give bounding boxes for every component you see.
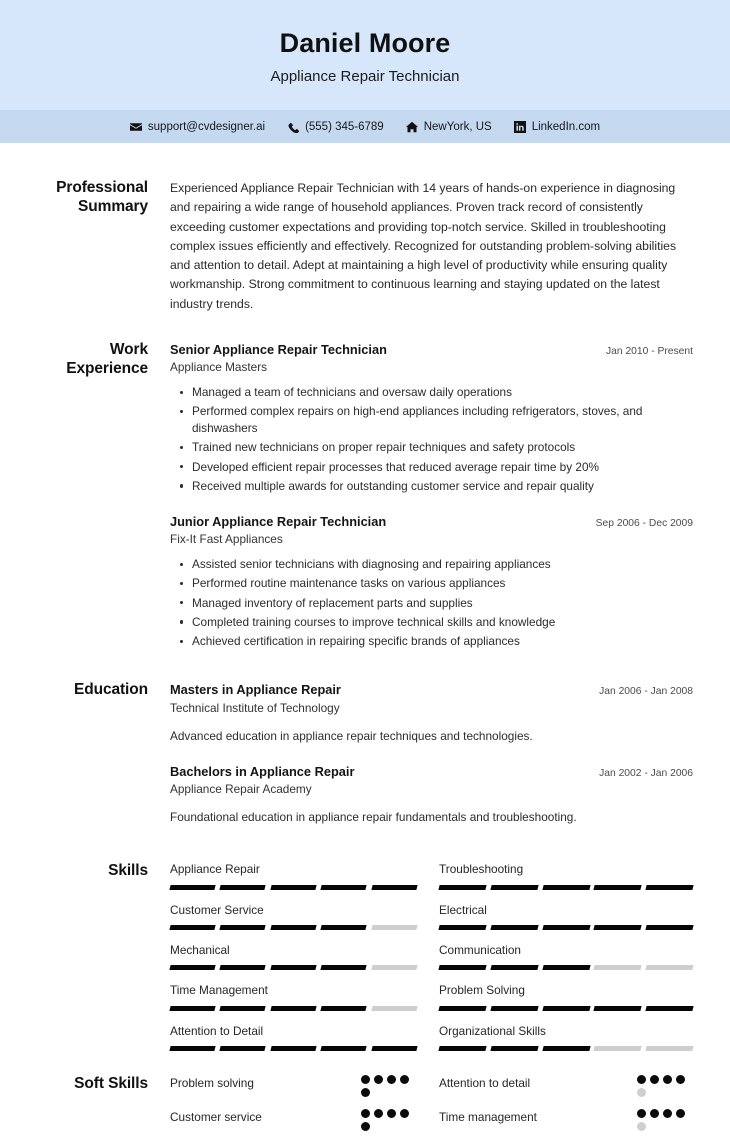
skill-segment <box>490 1046 538 1051</box>
skill-segment <box>220 885 267 890</box>
rating-dot <box>361 1088 370 1097</box>
soft-skill-rating-dots <box>637 1109 693 1131</box>
soft-skill-item <box>439 1109 693 1143</box>
education-date: Jan 2002 - Jan 2006 <box>599 767 693 779</box>
skill-segment <box>438 1006 486 1011</box>
experience-org: Appliance Masters <box>170 360 268 375</box>
skill-label: Communication <box>439 942 521 957</box>
list-item: Developed efficient repair processes that reduced average repair time by 20% <box>192 459 693 476</box>
skill-item <box>170 1024 417 1064</box>
experience-title: Senior Appliance Repair Technician <box>170 341 387 357</box>
skill-level-bar <box>439 1006 693 1011</box>
skill-label: Time Management <box>170 983 268 998</box>
experience-entry <box>170 341 693 495</box>
education-entry-head <box>170 681 693 698</box>
rating-dot <box>676 1075 685 1084</box>
section-work-experience <box>37 314 693 652</box>
list-item: Managed inventory of replacement parts and supplies <box>192 595 693 612</box>
education-degree: Bachelors in Appliance Repair <box>170 763 355 779</box>
section-label-experience: Work Experience <box>66 340 148 377</box>
resume-header <box>0 0 730 110</box>
skill-segment <box>220 965 267 970</box>
soft-skills-body <box>170 1075 693 1143</box>
list-item: Assisted senior technicians with diagnosing and repairing appliances <box>192 556 693 573</box>
skill-segment <box>371 1046 418 1051</box>
skill-segment <box>270 1006 317 1011</box>
section-skills <box>37 828 693 1064</box>
skill-segment <box>490 885 538 890</box>
skill-level-bar <box>170 1006 417 1011</box>
skill-label: Appliance Repair <box>170 862 260 877</box>
experience-bullets <box>170 556 693 650</box>
list-item: Performed routine maintenance tasks on various appliances <box>192 575 693 592</box>
education-institution: Technical Institute of Technology <box>170 700 340 715</box>
section-professional-summary <box>37 143 693 314</box>
linkedin-icon <box>514 121 526 133</box>
contact-linkedin[interactable] <box>514 121 600 133</box>
rating-dot <box>374 1075 383 1084</box>
section-education <box>37 652 693 828</box>
skill-segment <box>220 925 267 930</box>
skill-segment <box>371 925 418 930</box>
skill-label: Electrical <box>439 902 487 917</box>
soft-skill-item <box>439 1075 693 1109</box>
skill-segment <box>321 1006 368 1011</box>
section-label-skills: Skills <box>108 862 148 880</box>
rating-dot <box>637 1075 646 1084</box>
skill-segment <box>542 925 590 930</box>
skill-label: Customer Service <box>170 902 264 917</box>
list-item: Trained new technicians on proper repair techniques and safety protocols <box>192 439 693 456</box>
soft-skill-rating-dots <box>361 1075 417 1097</box>
skill-level-bar <box>439 1046 693 1051</box>
rating-dot <box>663 1075 672 1084</box>
summary-text: Experienced Appliance Repair Technician with 14 years of hands-on experience in diagnosing and repairing a wide range of household appliances. Proven track record of consistently exceeding customer expectations and providing top-notch service. Skilled in troubleshooting complex issues efficiently and effectively. Recognized for outstanding problem-solving abilities and attention to detail. Adept at maintaining a high level of productivity while ensuring quality workmanship. Strong commitment to continuous learning and staying updated on the latest industry trends. <box>170 181 677 311</box>
rating-dot <box>637 1122 646 1131</box>
rating-dot <box>400 1109 409 1118</box>
rating-dot <box>361 1122 370 1131</box>
skill-segment <box>371 885 418 890</box>
experience-body <box>170 341 693 652</box>
education-entry <box>170 681 693 744</box>
phone-icon <box>287 121 299 133</box>
skill-segment <box>169 1006 216 1011</box>
skill-segment <box>220 1006 267 1011</box>
skill-segment <box>438 965 486 970</box>
experience-entry-head <box>170 341 693 358</box>
experience-title: Junior Appliance Repair Technician <box>170 513 387 529</box>
skill-segment <box>594 1006 642 1011</box>
skill-level-bar <box>170 1046 417 1051</box>
skill-segment <box>438 1046 486 1051</box>
skill-level-bar <box>170 965 417 970</box>
skill-segment <box>646 1046 694 1051</box>
skills-body <box>170 862 693 1064</box>
contact-phone[interactable] <box>287 121 384 133</box>
rating-dot <box>676 1109 685 1118</box>
skill-segment <box>321 965 368 970</box>
skill-segment <box>438 925 486 930</box>
skill-item <box>170 943 417 983</box>
skill-item <box>439 943 693 983</box>
list-item: Performed complex repairs on high-end appliances including refrigerators, stoves, and dishwashers <box>192 403 693 437</box>
skill-segment <box>490 925 538 930</box>
skill-segment <box>646 965 694 970</box>
section-label-education: Education <box>73 681 148 699</box>
soft-skill-rating-dots <box>361 1109 417 1131</box>
skill-segment <box>169 925 216 930</box>
rating-dot <box>361 1109 370 1118</box>
skill-segment <box>270 925 317 930</box>
skill-segment <box>321 1046 368 1051</box>
experience-entry <box>170 513 693 650</box>
skill-item <box>439 983 693 1023</box>
experience-date: Sep 2006 - Dec 2009 <box>595 517 693 529</box>
contact-bar <box>0 110 730 143</box>
skill-segment <box>646 925 694 930</box>
contact-email-text: support@cvdesigner.ai <box>147 120 266 133</box>
experience-bullets <box>170 384 693 495</box>
rating-dot <box>637 1088 646 1097</box>
envelope-icon <box>130 121 142 133</box>
home-icon <box>406 121 418 133</box>
soft-skill-label: Customer service <box>170 1109 262 1124</box>
education-description: Advanced education in appliance repair techniques and technologies. <box>170 728 533 743</box>
section-label-summary: Professional Summary <box>56 179 148 215</box>
soft-skill-item <box>170 1075 417 1109</box>
soft-skill-item <box>170 1109 417 1143</box>
soft-skill-label: Attention to detail <box>439 1075 531 1090</box>
skill-segment <box>542 965 590 970</box>
skill-segment <box>542 1046 590 1051</box>
rating-dot <box>637 1109 646 1118</box>
skills-grid <box>170 862 693 1064</box>
summary-body <box>170 179 693 314</box>
skill-segment <box>270 885 317 890</box>
contact-phone-text: (555) 345-6789 <box>305 120 384 133</box>
skill-item <box>439 903 693 943</box>
education-date: Jan 2006 - Jan 2008 <box>599 686 693 698</box>
contact-email[interactable] <box>130 121 265 133</box>
skill-segment <box>490 1006 538 1011</box>
skill-segment <box>594 1046 642 1051</box>
rating-dot <box>400 1075 409 1084</box>
education-institution: Appliance Repair Academy <box>170 782 312 797</box>
skill-label: Attention to Detail <box>170 1023 264 1038</box>
rating-dot <box>361 1075 370 1084</box>
skill-segment <box>490 965 538 970</box>
candidate-job-title: Appliance Repair Technician <box>270 67 460 85</box>
skill-label: Troubleshooting <box>439 862 524 877</box>
experience-date: Jan 2010 - Present <box>605 345 693 357</box>
skill-level-bar <box>170 925 417 930</box>
rating-dot <box>650 1109 659 1118</box>
experience-entry-head <box>170 513 693 530</box>
skill-level-bar <box>439 965 693 970</box>
skill-segment <box>321 925 368 930</box>
soft-skill-label: Time management <box>439 1109 537 1124</box>
skill-segment <box>270 1046 317 1051</box>
list-item: Received multiple awards for outstanding customer service and repair quality <box>192 478 693 495</box>
contact-location-text: NewYork, US <box>423 120 492 133</box>
rating-dot <box>387 1075 396 1084</box>
list-item: Achieved certification in repairing specific brands of appliances <box>192 633 693 650</box>
list-item: Completed training courses to improve technical skills and knowledge <box>192 614 693 631</box>
skill-segment <box>220 1046 267 1051</box>
skill-item <box>170 983 417 1023</box>
skill-segment <box>270 965 317 970</box>
skill-segment <box>542 885 590 890</box>
rating-dot <box>387 1109 396 1118</box>
soft-skill-label: Problem solving <box>170 1075 254 1090</box>
contact-linkedin-text: LinkedIn.com <box>531 120 601 133</box>
education-entry <box>170 763 693 826</box>
skill-segment <box>594 885 642 890</box>
skill-level-bar <box>439 885 693 890</box>
soft-skill-rating-dots <box>637 1075 693 1097</box>
skill-segment <box>169 1046 216 1051</box>
education-description: Foundational education in appliance repair fundamentals and troubleshooting. <box>170 810 577 825</box>
resume-content <box>0 143 730 1143</box>
skill-segment <box>594 925 642 930</box>
skill-level-bar <box>439 925 693 930</box>
soft-skills-grid <box>170 1075 693 1143</box>
education-body <box>170 681 693 828</box>
section-soft-skills <box>37 1064 693 1143</box>
skill-item <box>170 862 417 902</box>
skill-segment <box>542 1006 590 1011</box>
contact-location[interactable] <box>406 121 492 133</box>
skill-segment <box>371 1006 418 1011</box>
education-entry-head <box>170 763 693 780</box>
section-label-soft-skills: Soft Skills <box>74 1074 148 1092</box>
list-item: Managed a team of technicians and oversaw daily operations <box>192 384 693 401</box>
candidate-name: Daniel Moore <box>279 28 451 59</box>
rating-dot <box>650 1075 659 1084</box>
skill-label: Problem Solving <box>439 983 525 998</box>
skill-segment <box>169 885 216 890</box>
rating-dot <box>374 1109 383 1118</box>
skill-segment <box>169 965 216 970</box>
skill-segment <box>594 965 642 970</box>
skill-segment <box>321 885 368 890</box>
education-degree: Masters in Appliance Repair <box>170 682 341 698</box>
experience-org: Fix-It Fast Appliances <box>170 531 283 546</box>
skill-label: Organizational Skills <box>439 1023 546 1038</box>
skill-item <box>439 1024 693 1064</box>
skill-segment <box>371 965 418 970</box>
skill-item <box>170 903 417 943</box>
skill-segment <box>646 1006 694 1011</box>
rating-dot <box>663 1109 672 1118</box>
skill-level-bar <box>170 885 417 890</box>
skill-label: Mechanical <box>170 942 230 957</box>
skill-item <box>439 862 693 902</box>
skill-segment <box>646 885 694 890</box>
skill-segment <box>438 885 486 890</box>
